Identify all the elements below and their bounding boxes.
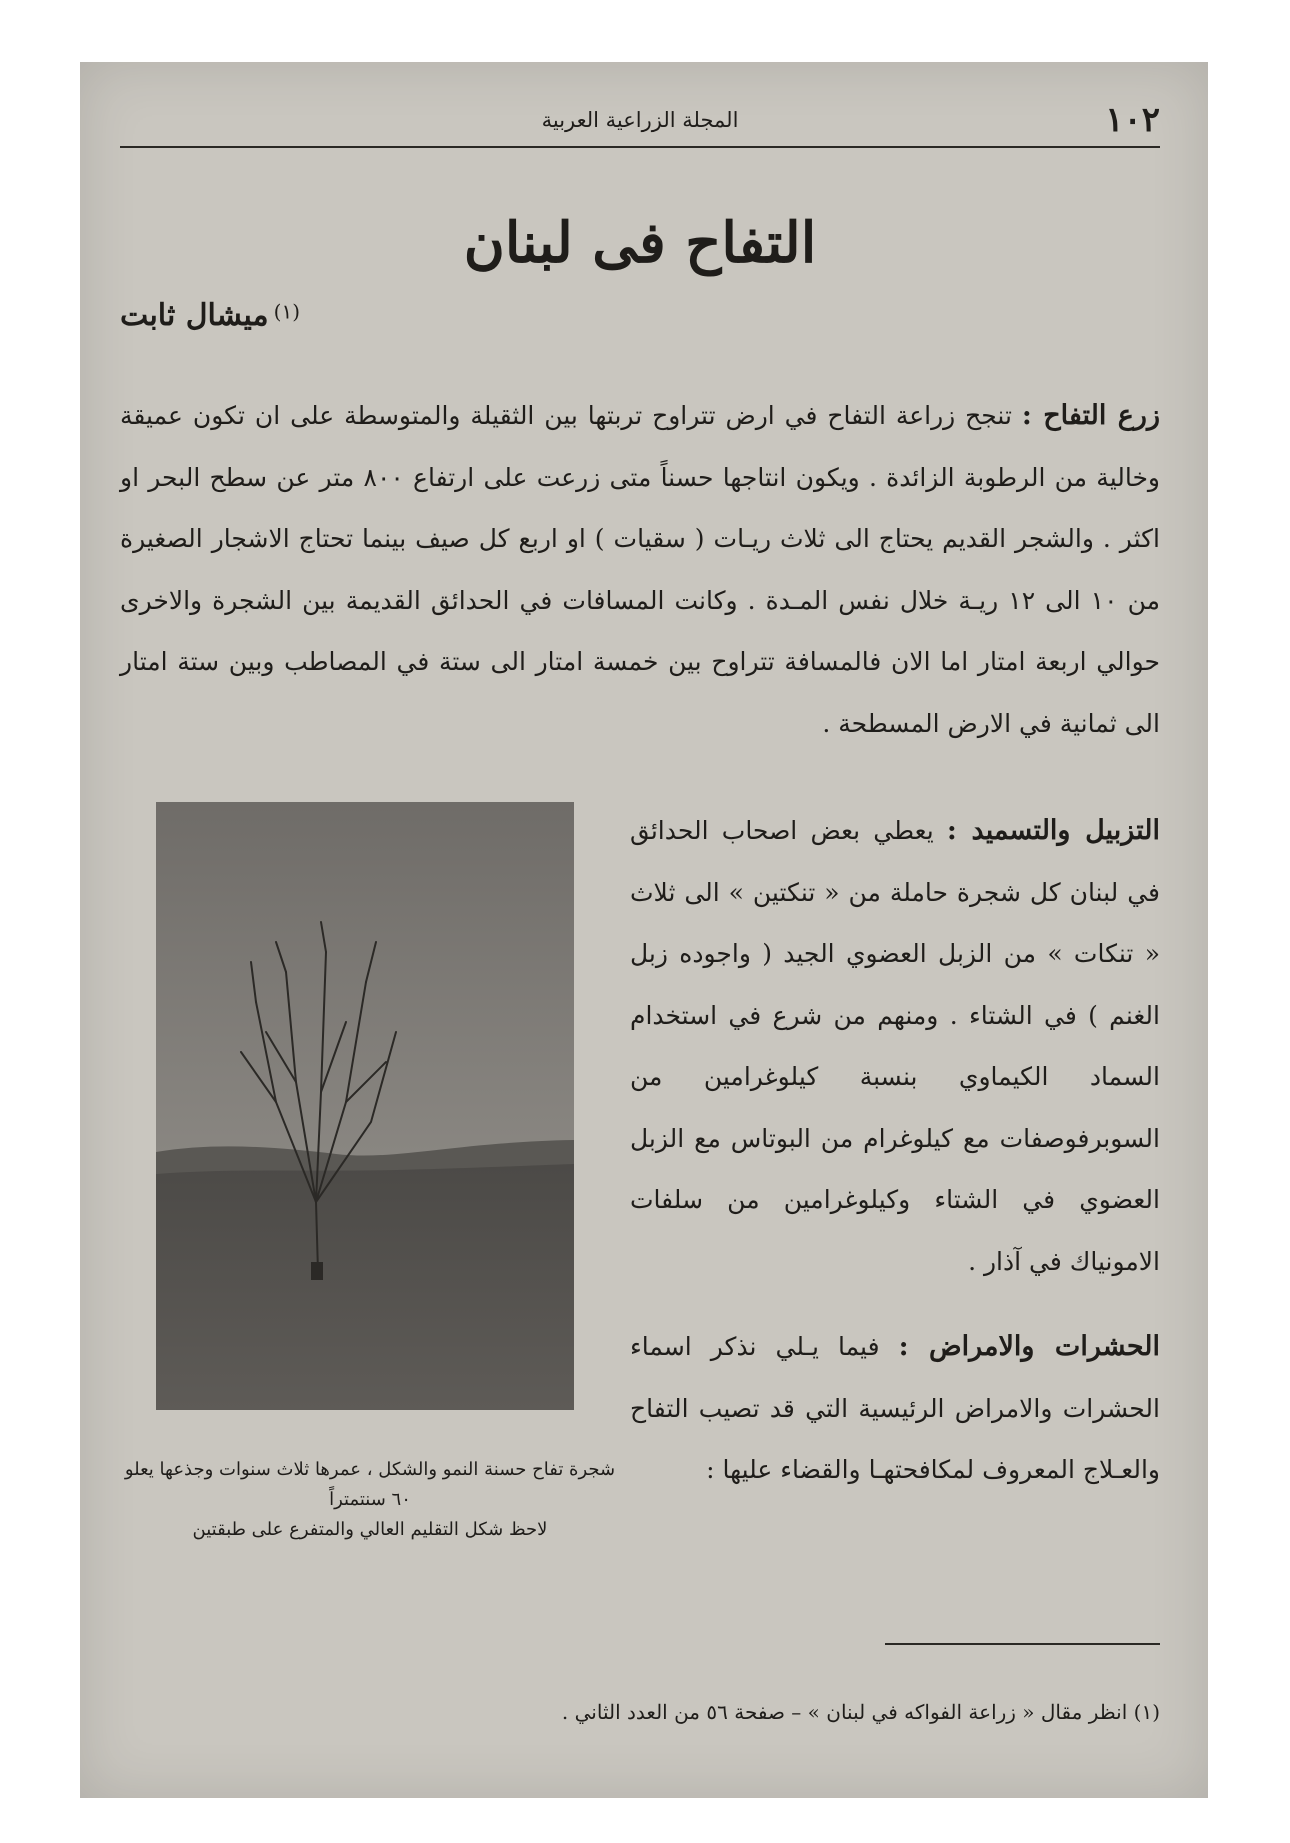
page-number: ١٠٢ xyxy=(1105,100,1160,140)
section-fertilizing xyxy=(630,800,1160,1292)
section-text-planting: تنجح زراعة التفاح في ارض تتراوح تربتها بين الثقيلة والمتوسطة على ان تكون عميقة وخالية من الرطوبة الزائدة . ويكون انتاجها حسناً متى زرعت على ارتفاع ٨٠٠ متر عن سطح البحر او اكثر . والشجر القديم يحتاج الى ثلاث ريـات ( سقيات ) او اربع كل صيف بينما تحتاج الاشجار الصغيرة من ١٠ الى ١٢ ريـة خلال نفس المـدة . وكانت المسافات في الحدائق القديمة بين الشجرة والاخرى حوالي اربعة امتار اما الان فالمسافة تتراوح بين خمسة امتار الى ستة في المصاطب وبين ستة امتار الى ثمانية في الارض المسطحة . xyxy=(120,401,1160,738)
right-column xyxy=(630,800,1160,1525)
author-line xyxy=(120,298,320,333)
section-heading-planting: زرع التفاح : xyxy=(1021,400,1160,431)
section-pests xyxy=(630,1316,1160,1501)
running-journal-title: المجلة الزراعية العربية xyxy=(541,108,739,132)
footnote-divider xyxy=(885,1643,1160,1645)
section-heading-pests: الحشرات والامراض : xyxy=(898,1331,1160,1362)
section-planting xyxy=(120,385,1160,754)
section-text-pests: فيما يـلي نذكر اسماء الحشرات والامراض الرئيسية التي قد تصيب التفاح والعـلاج المعروف لمكافحتهـا والقضاء عليها : xyxy=(630,1332,1160,1484)
figure-caption-line: شجرة تفاح حسنة النمو والشكل ، عمرها ثلاث سنوات وجذعها يعلو ٦٠ سنتمتراً xyxy=(124,1459,616,1510)
page-header xyxy=(120,98,1160,148)
article-title: التفاح فى لبنان xyxy=(463,210,817,276)
section-heading-fertilizing: التزبيل والتسميد : xyxy=(946,815,1161,846)
apple-tree-photo xyxy=(156,802,574,1410)
footnote: (١) انظر مقال « زراعة الفواكه في لبنان » – صفحة ٥٦ من العدد الثاني . xyxy=(561,1700,1160,1724)
figure-caption-note: لاحظ شكل التقليم العالي والمتفرع على طبقتين xyxy=(192,1519,548,1540)
author-name: ميشال ثابت xyxy=(120,298,269,333)
author-footnote-marker: (١) xyxy=(273,299,301,324)
figure-caption xyxy=(120,1455,620,1545)
section-text-fertilizing: يعطي بعض اصحاب الحدائق في لبنان كل شجرة حاملة من « تنكتين » الى ثلاث « تنكات » من الزبل العضوي الجيد ( واجوده زبل الغنم ) في الشتاء . ومنهم من شرع في استخدام السماد الكيماوي بنسبة كيلوغرامين من السوبرفوصفات مع كيلوغرام من البوتاس مع الزبل العضوي في الشتاء وكيلوغرامين من سلفات الامونياك في آذار . xyxy=(630,816,1160,1276)
